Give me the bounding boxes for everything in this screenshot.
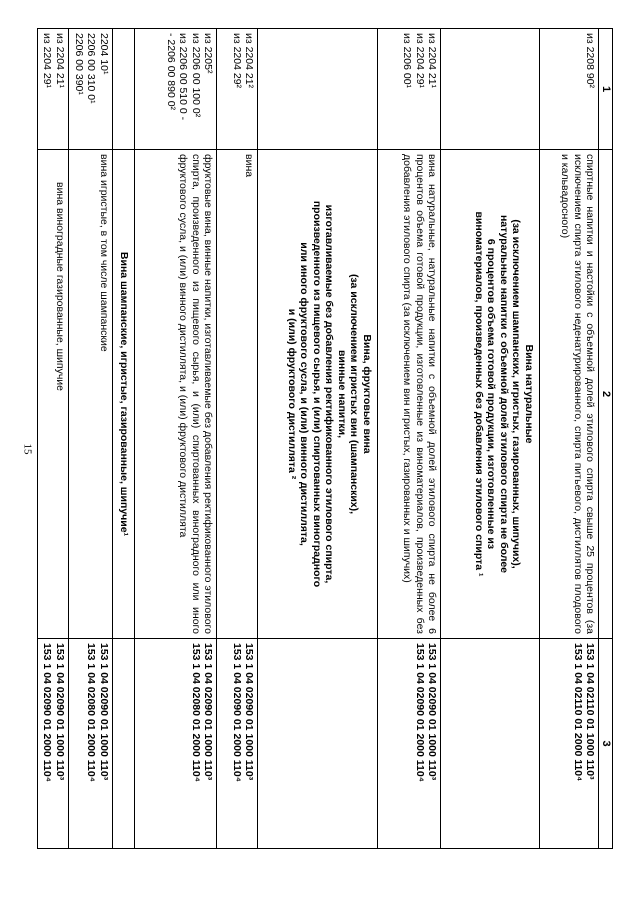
tn-ved-code-cell (135, 29, 217, 150)
table-row (68, 29, 112, 849)
budget-code-cell (38, 639, 69, 849)
section-heading-line: Вина шампанские, игристые, газированные, шипучие¹ (118, 251, 131, 537)
tn-ved-code: 2204 10¹ (97, 33, 110, 75)
table-body (38, 29, 600, 849)
table-row (38, 29, 69, 849)
section-heading-cell (112, 150, 135, 639)
section-heading-line: Вина, фруктовые вина (360, 334, 373, 454)
section-heading-line: Вина натуральные (522, 344, 535, 444)
tn-ved-code: из 2206 00¹ (401, 33, 414, 89)
budget-code-cell (441, 639, 540, 849)
budget-code: 153 1 04 02090 01 1000 110³ (202, 643, 215, 781)
tn-ved-code: из 2206 00 100 0² (189, 33, 202, 118)
description-cell: спиртные напитки и настойки с объемной долей этилового спирта свыше 25 процентов (за исключением спирта этилового неденатурированного, спирта питьевого, дистиллятов плодового и кальвадосного) (539, 150, 599, 639)
page-number: 15 (21, 443, 34, 455)
section-heading-cell (258, 150, 377, 639)
tn-ved-code-cell (68, 29, 112, 150)
tn-ved-code: из 2204 29¹ (413, 33, 426, 89)
section-heading-cell (441, 150, 540, 639)
table-row (135, 29, 217, 849)
tn-ved-code: из 2208 90² (584, 33, 597, 89)
tn-ved-code-cell (38, 29, 69, 150)
section-heading-line: и (или) фруктового дистиллята ² (285, 308, 298, 480)
budget-code: 153 1 04 02090 01 2000 110⁴ (230, 643, 243, 782)
section-heading-line: винные напитки, (335, 349, 348, 439)
header-row (599, 29, 613, 849)
table-row (217, 29, 258, 849)
section-heading-row (112, 29, 135, 849)
description-cell: фруктовые вина, винные напитки, изготавливаемые без добавления ректификованного этилового спирта, произведенного из пищевого сырья, и (или) спиртованных виноградного или иного фруктового сусла, и (или) винного дистиллята, и (или) фруктового дистиллята (135, 150, 217, 639)
budget-code-cell (135, 639, 217, 849)
budget-code: 153 1 04 02080 01 2000 110⁴ (85, 643, 98, 782)
tn-ved-code: из 2205² (202, 33, 215, 74)
budget-code: 153 1 04 02090 01 2000 110⁴ (41, 643, 54, 782)
budget-code: 153 1 04 02090 01 1000 110³ (426, 643, 439, 781)
tn-ved-code: из 2204 29² (230, 33, 243, 89)
budget-code: 153 1 04 02080 01 2000 110⁴ (189, 643, 202, 782)
table-row (377, 29, 441, 849)
description-cell: вина виноградные газированные, шипучие (38, 150, 69, 639)
section-heading-line: или иного фруктового сусла, и (или) винного дистиллята, (298, 242, 311, 546)
budget-code: 153 1 04 02110 01 1000 110³ (584, 643, 597, 780)
budget-code: 153 1 04 02090 01 2000 110⁴ (413, 643, 426, 782)
section-heading-row (441, 29, 540, 849)
tn-ved-code-cell (539, 29, 599, 150)
tn-ved-code: из 2204 21² (243, 33, 256, 89)
budget-code-cell (377, 639, 441, 849)
tn-ved-code: 2206 00 310 0¹ (85, 33, 98, 104)
tn-ved-code: - 2206 00 890 0² (164, 33, 177, 111)
section-heading-line: виноматериалов, произведенных без добавления этилового спирта ¹ (472, 211, 485, 577)
tn-ved-code-cell (112, 29, 135, 150)
excise-codes-table (37, 28, 613, 849)
tn-ved-code: из 2204 29¹ (41, 33, 54, 89)
rotated-page (37, 28, 613, 848)
rotated-table-wrapper (37, 28, 613, 848)
section-heading-line: 6 процентов объема готовой продукции, изготовленные из (485, 238, 498, 550)
section-heading-line: (за исключением шампанских, игристых, газированных, шипучих), (510, 219, 523, 569)
section-heading-line: натуральные напитки с объемной долей этилового спирта не более (497, 214, 510, 574)
description-cell: вина натуральные, натуральные напитки с объемной долей этилового спирта не более 6 процентов объема готовой продукции, изготовленные из виноматериалов, произведенных без добавления этилового спирта (за исключением вин игристых, газированных и шипучих) (377, 150, 441, 639)
table-row (539, 29, 599, 849)
budget-code-cell (112, 639, 135, 849)
header-col-2: 2 (599, 150, 613, 639)
tn-ved-code: 2206 00 390¹ (72, 33, 85, 95)
section-heading-line: произведенного из пищевого сырья, и (или) спиртованных виноградного (310, 200, 323, 588)
budget-code-cell (68, 639, 112, 849)
tn-ved-code-cell (258, 29, 377, 150)
section-heading-row (258, 29, 377, 849)
budget-code-cell (258, 639, 377, 849)
budget-code: 153 1 04 02090 01 1000 110³ (97, 643, 110, 781)
section-heading-line: изготавливаемые без добавления ректификованного этилового спирта, (323, 204, 336, 584)
budget-code-cell (217, 639, 258, 849)
tn-ved-code-cell (377, 29, 441, 150)
header-col-1: 1 (599, 29, 613, 150)
budget-code: 153 1 04 02090 01 1000 110³ (53, 643, 66, 781)
description-cell: вина (217, 150, 258, 639)
budget-code-cell (539, 639, 599, 849)
tn-ved-code: из 2206 00 510 0 - (177, 33, 190, 121)
tn-ved-code-cell (441, 29, 540, 150)
section-heading-line: (за исключением игристых вин (шампанских), (348, 273, 361, 515)
header-col-3: 3 (599, 639, 613, 849)
budget-code: 153 1 04 02090 01 1000 110³ (243, 643, 256, 781)
tn-ved-code: из 2204 21¹ (53, 33, 66, 89)
budget-code: 153 1 04 02110 01 2000 110⁴ (572, 643, 584, 782)
description-cell: вина игристые, в том числе шампанские (68, 150, 112, 639)
tn-ved-code: из 2204 21¹ (426, 33, 439, 89)
tn-ved-code-cell (217, 29, 258, 150)
